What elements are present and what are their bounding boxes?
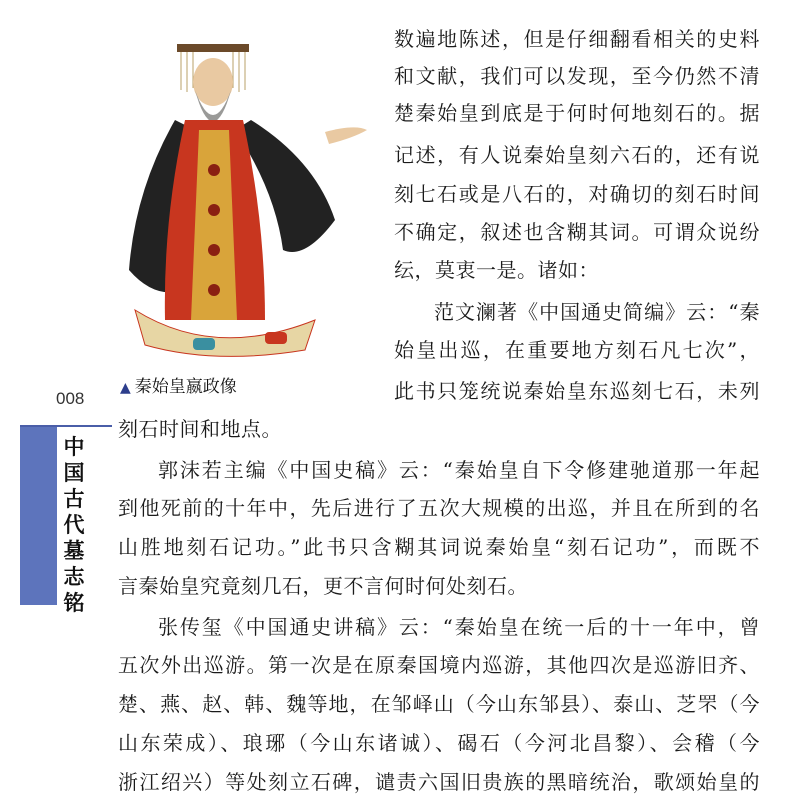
- body-line: 记述，有人说秦始皇刻六石的，还有说: [394, 143, 760, 167]
- body-line: 山胜地刻石记功。”此书只含糊其词说秦始皇“刻石记功”，而既不: [118, 535, 760, 559]
- body-line: 范文澜著《中国通史简编》云：“秦: [434, 300, 760, 324]
- face: [193, 58, 233, 106]
- body-line: 此书只笼统说秦始皇东巡刻七石，未列: [394, 379, 760, 403]
- caption-text: 秦始皇嬴政像: [134, 377, 237, 397]
- body-line: 不确定，叙述也含糊其词。可谓众说纷: [394, 220, 760, 244]
- book-title-vertical: 中国古代墓志铭: [63, 435, 85, 615]
- body-line: 言秦始皇究竟刻几石，更不言何时何处刻石。: [118, 574, 528, 598]
- side-accent-bar: [20, 427, 57, 605]
- body-line: 郭沫若主编《中国史稿》云：“秦始皇自下令修建驰道那一年起: [158, 458, 760, 482]
- body-line: 刻石时间和地点。: [118, 417, 282, 441]
- body-line: 五次外出巡游。第一次是在原秦国境内巡游，其他四次是巡游旧齐、: [118, 653, 760, 677]
- left-shoe: [193, 338, 215, 350]
- body-line: 始皇出巡，在重要地方刻石凡七次”，: [394, 338, 760, 362]
- body-line: 和文献，我们可以发现，至今仍然不清: [394, 64, 760, 88]
- body-line: 楚、燕、赵、韩、魏等地，在邹峄山（今山东邹县）、泰山、芝罘（今: [118, 692, 760, 716]
- body-line: 刻七石或是八石的，对确切的刻石时间: [394, 182, 760, 206]
- triangle-marker-icon: ▲: [120, 380, 131, 396]
- body-line: 纭，莫衷一是。诸如：: [394, 258, 599, 282]
- crown-board: [177, 44, 249, 52]
- body-line: 浙江绍兴）等处刻立石碑，谴责六国旧贵族的黑暗统治，歌颂始皇的: [118, 770, 760, 794]
- portrait-caption: [120, 372, 237, 397]
- pointing-hand: [325, 127, 367, 144]
- right-shoe: [265, 332, 287, 344]
- page-number: 008: [56, 389, 85, 408]
- body-line: 张传玺《中国通史讲稿》云：“秦始皇在统一后的十一年中，曾: [158, 615, 760, 639]
- body-line: 山东荣成）、琅琊（今山东诸诚）、碣石（今河北昌黎）、会稽（今: [118, 731, 760, 755]
- body-line: 到他死前的十年中，先后进行了五次大规模的出巡，并且在所到的名: [118, 496, 760, 520]
- body-line: 数遍地陈述，但是仔细翻看相关的史料: [394, 27, 760, 51]
- qin-shi-huang-portrait: [115, 20, 375, 365]
- body-line: 楚秦始皇到底是于何时何地刻石的。据: [394, 101, 760, 125]
